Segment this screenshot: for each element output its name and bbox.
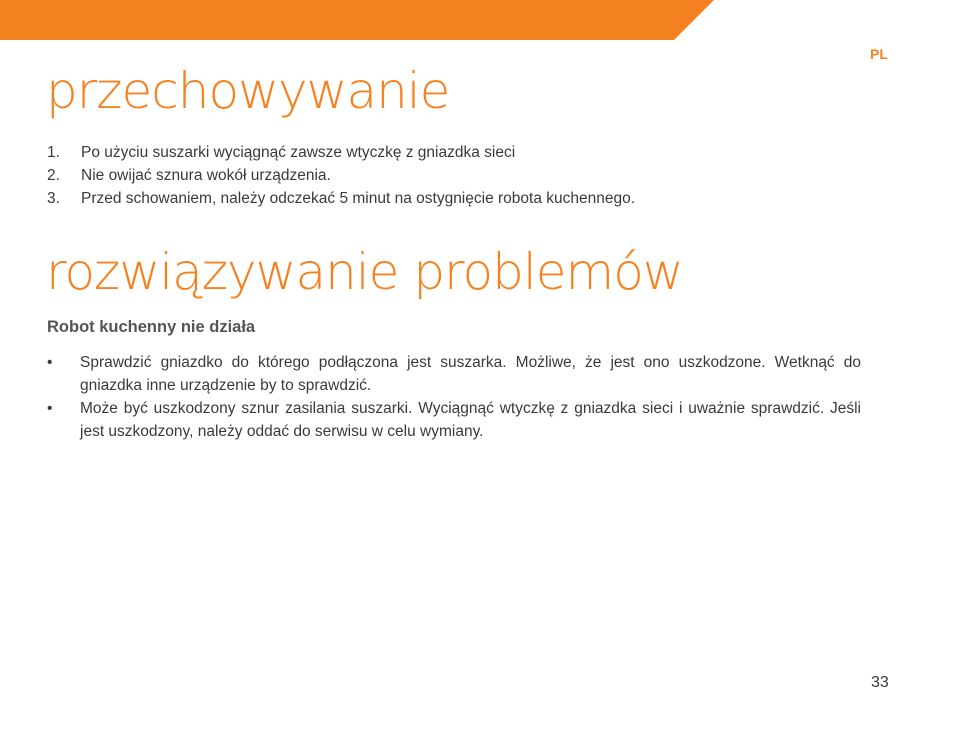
- section-title-storage: przechowywanie: [46, 62, 450, 120]
- list-number: 3.: [47, 190, 60, 207]
- list-text: Przed schowaniem, należy odczekać 5 minut na ostygnięcie robota kuchennego.: [81, 190, 636, 207]
- troubleshooting-list: [47, 351, 861, 443]
- bullet-icon: •: [47, 400, 53, 417]
- list-text: Może być uszkodzony sznur zasilania suszarki. Wyciągnąć wtyczkę z gniazdka sieci i uważnie sprawdzić. Jeśli jest uszkodzony, należy oddać do serwisu w celu wymiany.: [80, 400, 861, 440]
- list-item: [47, 187, 635, 210]
- problem-subheading: Robot kuchenny nie działa: [47, 318, 256, 336]
- language-label: PL: [870, 46, 888, 62]
- list-text: Sprawdzić gniazdko do którego podłączona jest suszarka. Możliwe, że jest ono uszkodzone. Wetknąć do gniazdka inne urządzenie by to sprawdzić.: [80, 354, 861, 394]
- section-title-troubleshooting: rozwiązywanie problemów: [46, 243, 683, 301]
- list-item: [47, 164, 635, 187]
- bullet-icon: •: [47, 354, 53, 371]
- list-number: 1.: [47, 144, 60, 161]
- list-item: [47, 351, 861, 397]
- list-text: Nie owijać sznura wokół urządzenia.: [81, 167, 331, 184]
- storage-list: [47, 141, 635, 210]
- list-text: Po użyciu suszarki wyciągnąć zawsze wtyczkę z gniazdka sieci: [81, 144, 516, 161]
- list-number: 2.: [47, 167, 60, 184]
- list-item: [47, 397, 861, 443]
- header-band: [0, 0, 714, 40]
- page-number: 33: [871, 674, 889, 691]
- list-item: [47, 141, 635, 164]
